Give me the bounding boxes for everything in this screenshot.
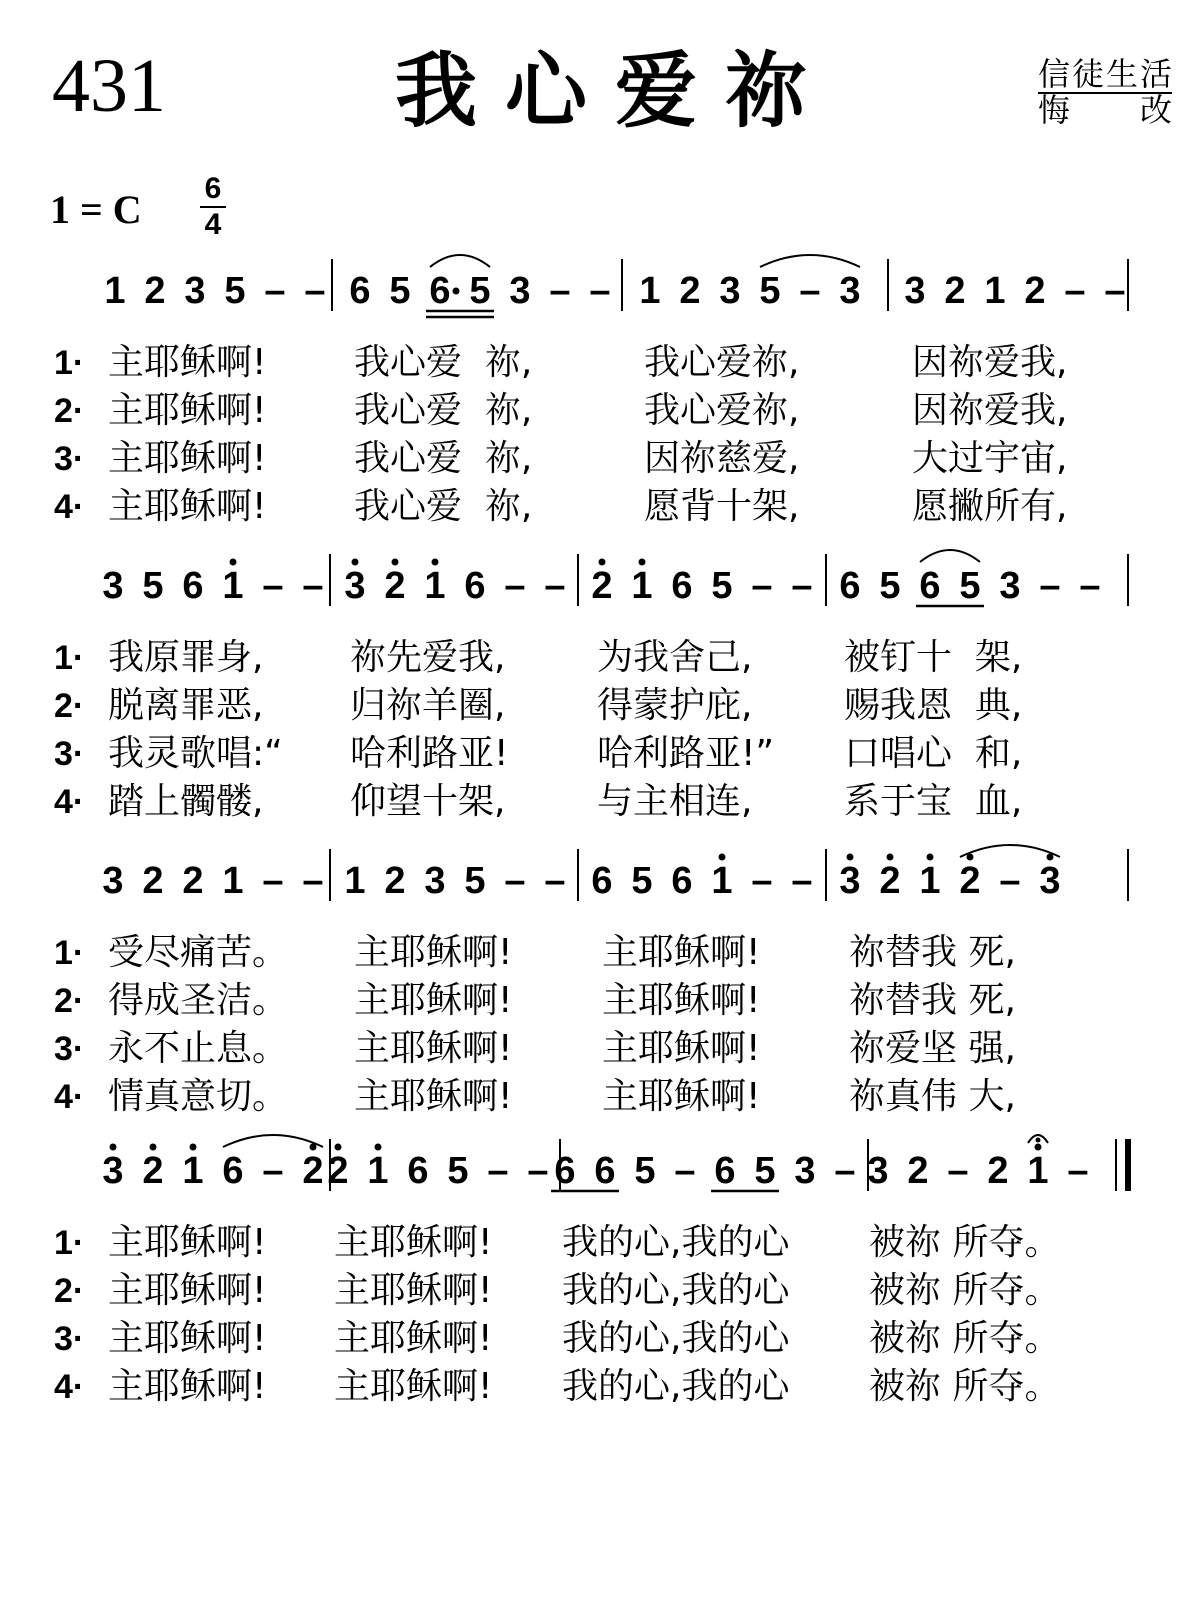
lyric-segment: 主耶稣啊! bbox=[108, 342, 267, 383]
lyric-segment: 因祢慈爱, bbox=[644, 438, 800, 479]
lyric-segment: 被祢 所夺。 bbox=[869, 1270, 1061, 1311]
lyric-segment: 祢爱坚 强, bbox=[849, 1028, 1016, 1069]
lyric-row bbox=[54, 1218, 1174, 1268]
lyric-segment: 主耶稣啊! bbox=[602, 932, 761, 973]
note: 2 bbox=[144, 270, 166, 312]
lyric-segment: 我心爱 祢, bbox=[354, 342, 533, 383]
verse-number: 4· bbox=[54, 488, 85, 526]
note: 6 bbox=[429, 270, 451, 312]
note: 2 bbox=[302, 1150, 324, 1192]
verse-number: 1· bbox=[54, 344, 85, 382]
lyric-segment: 哈利路亚!” bbox=[597, 733, 775, 774]
lyric-segment: 主耶稣啊! bbox=[108, 390, 267, 431]
lyric-segment: 主耶稣啊! bbox=[354, 980, 513, 1021]
lyric-segment: 主耶稣啊! bbox=[334, 1366, 493, 1407]
lyric-segment: 主耶稣啊! bbox=[108, 438, 267, 479]
lyric-segment: 我的心,我的心 bbox=[562, 1318, 790, 1359]
lyric-segment: 系于宝 血, bbox=[844, 781, 1023, 822]
verse-number: 4· bbox=[54, 1368, 85, 1406]
octave-dot bbox=[432, 559, 439, 566]
lyric-segment: 因祢爱我, bbox=[912, 342, 1068, 383]
slur bbox=[960, 845, 1060, 857]
octave-dot bbox=[335, 1144, 342, 1151]
dash-note: – bbox=[302, 565, 324, 607]
lyric-segment: 主耶稣啊! bbox=[602, 1028, 761, 1069]
note: 6 bbox=[407, 1150, 429, 1192]
note: 1 bbox=[367, 1150, 389, 1192]
hymn-title: 我心爱祢 bbox=[395, 43, 836, 139]
note: 1 bbox=[222, 860, 244, 902]
lyric-segment: 愿背十架, bbox=[644, 486, 800, 527]
lyric-row bbox=[54, 482, 1174, 532]
verse-number: 2· bbox=[54, 1272, 85, 1310]
verse-number: 2· bbox=[54, 982, 85, 1020]
note: 2 bbox=[327, 1150, 349, 1192]
lyric-segment: 主耶稣啊! bbox=[108, 486, 267, 527]
note: 2 bbox=[944, 270, 966, 312]
source-char: 生 bbox=[1105, 55, 1138, 93]
dash-note: – bbox=[799, 270, 821, 312]
note: 1 bbox=[631, 565, 653, 607]
note: 3 bbox=[424, 860, 446, 902]
note: 3 bbox=[1039, 860, 1061, 902]
source-char: 信 bbox=[1038, 55, 1071, 93]
note: 6 bbox=[919, 565, 941, 607]
dash-note: – bbox=[834, 1150, 856, 1192]
dash-note: – bbox=[751, 565, 773, 607]
lyric-segment: 主耶稣啊! bbox=[334, 1318, 493, 1359]
dash-note: – bbox=[504, 860, 526, 902]
dash-note: – bbox=[674, 1150, 696, 1192]
note: 1 bbox=[1027, 1150, 1049, 1192]
lyric-segment: 被祢 所夺。 bbox=[869, 1366, 1061, 1407]
lyric-segment: 我心爱 祢, bbox=[354, 486, 533, 527]
verse-number: 1· bbox=[54, 639, 85, 677]
note: 6 bbox=[839, 565, 861, 607]
octave-dot bbox=[150, 1144, 157, 1151]
dash-note: – bbox=[262, 565, 284, 607]
lyric-row bbox=[54, 928, 1174, 978]
note: 6 bbox=[554, 1150, 576, 1192]
note: 5 bbox=[711, 565, 733, 607]
note: 5 bbox=[224, 270, 246, 312]
note: 1 bbox=[711, 860, 733, 902]
augmentation-dot bbox=[453, 288, 460, 295]
lyric-segment: 我心爱祢, bbox=[644, 390, 800, 431]
note: 3 bbox=[509, 270, 531, 312]
note: 1 bbox=[639, 270, 661, 312]
octave-dot bbox=[110, 1144, 117, 1151]
note: 2 bbox=[142, 1150, 164, 1192]
lyric-segment: 主耶稣啊! bbox=[354, 932, 513, 973]
note: 5 bbox=[389, 270, 411, 312]
lyric-segment: 口唱心 和, bbox=[844, 733, 1023, 774]
dash-note: – bbox=[1067, 1150, 1089, 1192]
octave-dot bbox=[375, 1144, 382, 1151]
source-char: 活 bbox=[1139, 55, 1172, 93]
lyric-segment: 我心爱 祢, bbox=[354, 438, 533, 479]
dash-note: – bbox=[304, 270, 326, 312]
note: 2 bbox=[879, 860, 901, 902]
dash-note: – bbox=[262, 860, 284, 902]
lyric-segment: 我的心,我的心 bbox=[562, 1222, 790, 1263]
note: 5 bbox=[447, 1150, 469, 1192]
dash-note: – bbox=[1039, 565, 1061, 607]
dash-note: – bbox=[262, 1150, 284, 1192]
lyric-row bbox=[54, 1314, 1174, 1364]
note: 3 bbox=[839, 860, 861, 902]
lyric-segment: 我的心,我的心 bbox=[562, 1270, 790, 1311]
dash-note: – bbox=[1104, 270, 1126, 312]
note: 6 bbox=[714, 1150, 736, 1192]
note: 3 bbox=[184, 270, 206, 312]
verse-number: 1· bbox=[54, 1224, 85, 1262]
note: 6 bbox=[182, 565, 204, 607]
verse-number: 3· bbox=[54, 1320, 85, 1358]
note: 3 bbox=[867, 1150, 889, 1192]
dash-note: – bbox=[999, 860, 1021, 902]
dash-note: – bbox=[947, 1150, 969, 1192]
note: 2 bbox=[907, 1150, 929, 1192]
lyric-row bbox=[54, 976, 1174, 1026]
lyric-segment: 被祢 所夺。 bbox=[869, 1318, 1061, 1359]
note: 5 bbox=[142, 565, 164, 607]
note: 2 bbox=[384, 860, 406, 902]
note: 6 bbox=[671, 565, 693, 607]
verse-number: 3· bbox=[54, 735, 85, 773]
slur bbox=[920, 550, 980, 562]
lyric-segment: 主耶稣啊! bbox=[334, 1222, 493, 1263]
octave-dot bbox=[1035, 1144, 1042, 1151]
lyric-segment: 因祢爱我, bbox=[912, 390, 1068, 431]
note: 3 bbox=[344, 565, 366, 607]
note: 6 bbox=[591, 860, 613, 902]
note: 1 bbox=[104, 270, 126, 312]
note: 6 bbox=[671, 860, 693, 902]
slur bbox=[223, 1135, 323, 1147]
lyric-segment: 归祢羊圈, bbox=[350, 685, 506, 726]
note: 3 bbox=[102, 565, 124, 607]
lyric-segment: 祢先爱我, bbox=[350, 637, 506, 678]
octave-dot bbox=[190, 1144, 197, 1151]
lyric-segment: 赐我恩 典, bbox=[844, 685, 1023, 726]
dash-note: – bbox=[544, 565, 566, 607]
lyric-row bbox=[54, 729, 1174, 779]
note: 2 bbox=[182, 860, 204, 902]
key-signature: 1 = C bbox=[50, 187, 142, 232]
lyric-segment: 大过宇宙, bbox=[912, 438, 1068, 479]
note: 5 bbox=[754, 1150, 776, 1192]
note: 3 bbox=[102, 1150, 124, 1192]
note: 2 bbox=[591, 565, 613, 607]
octave-dot bbox=[639, 559, 646, 566]
lyric-segment: 主耶稣啊! bbox=[334, 1270, 493, 1311]
lyric-row bbox=[54, 777, 1174, 827]
dash-note: – bbox=[527, 1150, 549, 1192]
lyric-segment: 祢替我 死, bbox=[849, 932, 1016, 973]
note: 2 bbox=[679, 270, 701, 312]
note: 5 bbox=[631, 860, 653, 902]
lyric-segment: 主耶稣啊! bbox=[602, 1076, 761, 1117]
lyric-row bbox=[54, 386, 1174, 436]
lyric-row bbox=[54, 338, 1174, 388]
lyric-segment: 情真意切。 bbox=[108, 1076, 289, 1117]
note: 6 bbox=[464, 565, 486, 607]
lyric-row bbox=[54, 1024, 1174, 1074]
note: 1 bbox=[182, 1150, 204, 1192]
dash-note: – bbox=[302, 860, 324, 902]
lyric-segment: 主耶稣啊! bbox=[108, 1222, 267, 1263]
lyric-segment: 被钉十 架, bbox=[844, 637, 1023, 678]
fermata-dot bbox=[1036, 1138, 1041, 1143]
note: 3 bbox=[904, 270, 926, 312]
note: 3 bbox=[102, 860, 124, 902]
lyric-segment: 愿撇所有, bbox=[912, 486, 1068, 527]
note: 1 bbox=[344, 860, 366, 902]
verse-number: 4· bbox=[54, 783, 85, 821]
lyric-segment: 主耶稣啊! bbox=[108, 1366, 267, 1407]
verse-number: 2· bbox=[54, 687, 85, 725]
dash-note: – bbox=[751, 860, 773, 902]
note: 3 bbox=[719, 270, 741, 312]
lyric-segment: 得蒙护庇, bbox=[597, 685, 753, 726]
note: 3 bbox=[999, 565, 1021, 607]
dash-note: – bbox=[791, 565, 813, 607]
verse-number: 3· bbox=[54, 440, 85, 478]
lyric-segment: 哈利路亚! bbox=[350, 733, 509, 774]
lyric-segment: 主耶稣啊! bbox=[354, 1076, 513, 1117]
lyric-segment: 主耶稣啊! bbox=[108, 1318, 267, 1359]
lyric-segment: 祢替我 死, bbox=[849, 980, 1016, 1021]
lyric-segment: 我原罪身, bbox=[108, 637, 264, 678]
lyric-segment: 祢真伟 大, bbox=[849, 1076, 1016, 1117]
dash-note: – bbox=[1079, 565, 1101, 607]
lyric-segment: 主耶稣啊! bbox=[602, 980, 761, 1021]
dash-note: – bbox=[264, 270, 286, 312]
octave-dot bbox=[887, 854, 894, 861]
slur bbox=[760, 255, 860, 267]
note: 5 bbox=[634, 1150, 656, 1192]
source-char: 徒 bbox=[1071, 55, 1104, 93]
octave-dot bbox=[392, 559, 399, 566]
lyric-segment: 与主相连, bbox=[597, 781, 753, 822]
lyric-segment: 仰望十架, bbox=[350, 781, 506, 822]
lyric-row bbox=[54, 1362, 1174, 1412]
note: 5 bbox=[759, 270, 781, 312]
lyric-segment: 我灵歌唱:“ bbox=[108, 733, 283, 774]
note: 5 bbox=[959, 565, 981, 607]
verse-number: 4· bbox=[54, 1078, 85, 1116]
dash-note: – bbox=[1064, 270, 1086, 312]
lyric-segment: 被祢 所夺。 bbox=[869, 1222, 1061, 1263]
note: 1 bbox=[222, 565, 244, 607]
verse-number: 3· bbox=[54, 1030, 85, 1068]
lyric-row bbox=[54, 681, 1174, 731]
lyric-segment: 我心爱 祢, bbox=[354, 390, 533, 431]
note: 6 bbox=[349, 270, 371, 312]
time-signature-denominator: 4 bbox=[204, 208, 222, 241]
lyric-row bbox=[54, 1266, 1174, 1316]
octave-dot bbox=[847, 854, 854, 861]
time-signature-numerator: 6 bbox=[204, 172, 222, 205]
lyric-segment: 踏上髑髅, bbox=[108, 781, 264, 822]
note: 2 bbox=[384, 565, 406, 607]
hymn-number: 431 bbox=[52, 44, 166, 128]
dash-note: – bbox=[487, 1150, 509, 1192]
note: 1 bbox=[424, 565, 446, 607]
lyric-segment: 我的心,我的心 bbox=[562, 1366, 790, 1407]
lyric-row bbox=[54, 633, 1174, 683]
octave-dot bbox=[927, 854, 934, 861]
note: 3 bbox=[794, 1150, 816, 1192]
dash-note: – bbox=[549, 270, 571, 312]
note: 1 bbox=[984, 270, 1006, 312]
note: 1 bbox=[919, 860, 941, 902]
note: 5 bbox=[464, 860, 486, 902]
arranger-char: 改 bbox=[1139, 91, 1172, 129]
note: 6 bbox=[594, 1150, 616, 1192]
dash-note: – bbox=[791, 860, 813, 902]
lyric-segment: 永不止息。 bbox=[108, 1028, 289, 1069]
dash-note: – bbox=[544, 860, 566, 902]
dash-note: – bbox=[589, 270, 611, 312]
note: 2 bbox=[959, 860, 981, 902]
lyric-row bbox=[54, 434, 1174, 484]
note: 2 bbox=[987, 1150, 1009, 1192]
arranger-char: 悔 bbox=[1038, 91, 1071, 129]
verse-number: 1· bbox=[54, 934, 85, 972]
octave-dot bbox=[230, 559, 237, 566]
note: 2 bbox=[142, 860, 164, 902]
octave-dot bbox=[352, 559, 359, 566]
lyric-segment: 为我舍己, bbox=[597, 637, 753, 678]
note: 5 bbox=[879, 565, 901, 607]
dash-note: – bbox=[504, 565, 526, 607]
octave-dot bbox=[719, 854, 726, 861]
verse-number: 2· bbox=[54, 392, 85, 430]
note: 6 bbox=[222, 1150, 244, 1192]
lyric-segment: 得成圣洁。 bbox=[108, 980, 289, 1021]
note: 2 bbox=[1024, 270, 1046, 312]
lyric-segment: 我心爱祢, bbox=[644, 342, 800, 383]
lyric-segment: 主耶稣啊! bbox=[354, 1028, 513, 1069]
octave-dot bbox=[599, 559, 606, 566]
lyric-segment: 脱离罪恶, bbox=[108, 685, 264, 726]
lyric-row bbox=[54, 1072, 1174, 1122]
lyric-segment: 主耶稣啊! bbox=[108, 1270, 267, 1311]
note: 3 bbox=[839, 270, 861, 312]
slur bbox=[430, 255, 490, 267]
note: 5 bbox=[469, 270, 491, 312]
lyric-segment: 受尽痛苦。 bbox=[108, 932, 289, 973]
